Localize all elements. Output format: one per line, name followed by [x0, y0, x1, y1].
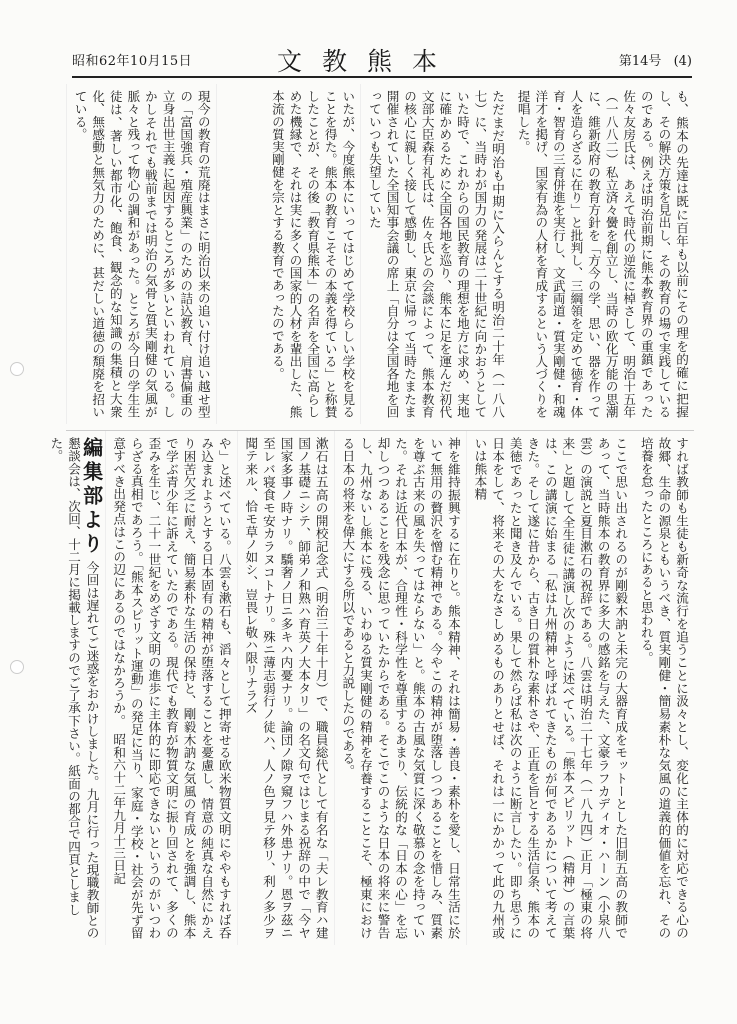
- article-body: [48, 84, 694, 944]
- article-column: 現今の教育の荒廃はまさに明治以来の追い付け追い越せ型の「富国強兵・殖産興業」のための詰込教育、肩書偏重の立身出世主義に起因するところが多いといわれている。しかしそれでも戦前までは明治の気骨と質実剛健の気風が脈々と残って物心の調和があった。ところが今日の学生生徒は、著しい都市化、飽食、観念的な知識の集積と大衆化、無感動と無気力のために、甚だしい道徳の頽廃を招いている。: [66, 84, 216, 424]
- issue-date: 昭和62年10月15日: [72, 54, 193, 69]
- binder-hole: [10, 362, 24, 376]
- article-column: ただまだ明治も中期に入らんとする明治二十年（一八八七）に、当時わが国力の発展は二十世紀に向かおうとしていた時で、これからの国民教育の理想を地方に求め、実地に確かめるために全国各地を巡り、熊本に足を運んだ初代文部大臣森有礼氏は、佐々氏との会談によって、熊本教育の核心に親しく接して感動し、東京に帰って当時たまたま開催されていた全国知事会議の席上「自分は全国各地を回っていつも失望していた: [360, 84, 510, 424]
- page-number: (4): [673, 54, 692, 69]
- article-column: ここで思い出されるのが剛毅木訥と未完の大器育成をモットーとした旧制五高の教師であって、当時熊本の教育界に多大の感銘を与えた、文豪ラフカディオ・ハーン（小泉八雲）の演説と夏目漱石の祝辞である。八雲は明治二十七年（一八九四）正月「極東の将来」と題して全生徒に講演し次のように述べている。「熊本スピリット（精神）の言葉は、この講演に始まる「私は九州精神と呼ばれてきたものが何であるかについて考えてきた。そして遂に昔から、古き日の質朴な素朴さや、正直を旨とする生活信条、熊本の美徳であったと聞き及んでいる。果して然らば私は次のように断言したい。即ち思うに日本をして、将来その大をなさしめるものありとせば、それは一にかかって此の九州或いは熊本精: [466, 431, 633, 945]
- article-column: すれば教師も生徒も新奇な流行を追うことに汲々とし、変化に主体的に対応できる心の故郷、生命の源泉ともいうべき、質実剛健・簡易素朴な気風の道義的価値を忘れ、その培養を怠ったところにあると思われる。: [638, 437, 689, 939]
- newspaper-title: 文教熊本: [277, 47, 458, 76]
- article-column: も、熊本の先達は既に百年も以前にその理を的確に把握し、その解決方策を見出し、その教育の場で実践しているのである。例えば明治前期に熊本教育界の重鎮であった佐々友房氏は、あえて時代の逆流に棹さして、明治十五年（一八八二）私立済々黌を創立し、当時の欧化万能の思潮に、維新政府の教育方針を「方今の学、思い、器を作って人を造らざるに在り」と批判し、三綱領を定めて徳育・体育・智育の三育併進を実行し、文武両道・質実剛健・和魂洋才を掲げ、国家有為の人材を育成するという人づくりを提唱した。: [515, 90, 689, 418]
- article-column: 漱石は五高の開校記念式（明治三十年十月）で、職員総代として有名な「夫レ教育ハ建国ノ基礎ニシテ、師弟ノ和熟ハ育英ノ大本タリ」の名文句ではじまる祝辞の中で「今ヤ国家多事ノ時ナリ。驕奢ノ日ニ多キハ内憂ナリ。論団ノ隙ヲ窺フハ外患ナリ。恩ヲ茲ニ至レバ寝食モ安カラヌコトナリ。殊ニ薄志弱行ノ徒ハ、人ノ色ヲ見テ移リ、利ノ多少ヲ聞テ来ル、恰モ草ノ如シ、豈畏レ敬ハ限リナラズ: [237, 431, 334, 945]
- issue-label: 第14号: [618, 54, 662, 69]
- lower-tier: [48, 430, 694, 945]
- article-column: 神を維持振興するに在りと。熊本精神、それは簡易・善良・素朴を愛し、日常生活に於いて無用の贅沢を憎む精神である。今やこの精神が堕落しつつあることを惜しみ、質素を尊ぶ古来の風を失ってはならない」と。熊本の古風な気質に深く敬慕の念を持っていた。それは近代日本が、合理性・科学性を尊重するあまり、伝統的な「日本の心」を忘却しつつあることを残念に思っていたからである。そこでこのような日本の将来に警告し、九州ないし熊本に残る、いわゆる質実剛健の精神を存養することこそ、極東における日本の将来を偉大にする所以であると力説したのである。: [334, 431, 466, 945]
- binder-hole: [10, 660, 24, 674]
- page-header: [72, 42, 692, 78]
- issue-number: [611, 50, 692, 69]
- upper-tier: [66, 84, 694, 424]
- editor-note-title: 編集部より: [79, 437, 104, 557]
- editor-note-text: 今回は遅れてご迷惑をおかけしました。九月に行った現職教師との懇談会は、次回、十二月に掲載しますのでご了承下さい。紙面の都合で四頁としました。: [48, 437, 100, 940]
- editor-note: [15, 431, 105, 945]
- article-column: や」と述べている。八雲も漱石も、滔々として押寄せる欧米物質文明にややもすれば呑み込まれようとする日本固有の精神が堕落することを憂慮し、情意の純真な自然にかえり困苦欠乏に耐え、簡易素朴な生活の保持と、剛毅木訥な気風の育成とを強調し、熊本で学ぶ青少年に訴えていたのである。現代でも教育が物質文明に振り回されて、多くの歪みを生じ、二十一世紀をめざす文明の進歩に主体的に即応できないというのがいつわらざる真相であろう。「熊本スピリット運動」の発足に当り、家庭・学校・社会が先ず留意すべき出発点はこの辺にあるのではなかろうか。 昭和六十二年九月十三日記: [105, 431, 237, 945]
- article-column: いたが、今度熊本にいってはじめて学校らしい学校を見ることを得た。熊本の教育こそその本義を得ている」と称賛したことが、その後「教育県熊本」の名声を全国に高らしめた機縁で、それは実に多くの国家的人材を輩出した、熊本流の質実剛健を宗とする教育であったのである。: [216, 84, 361, 424]
